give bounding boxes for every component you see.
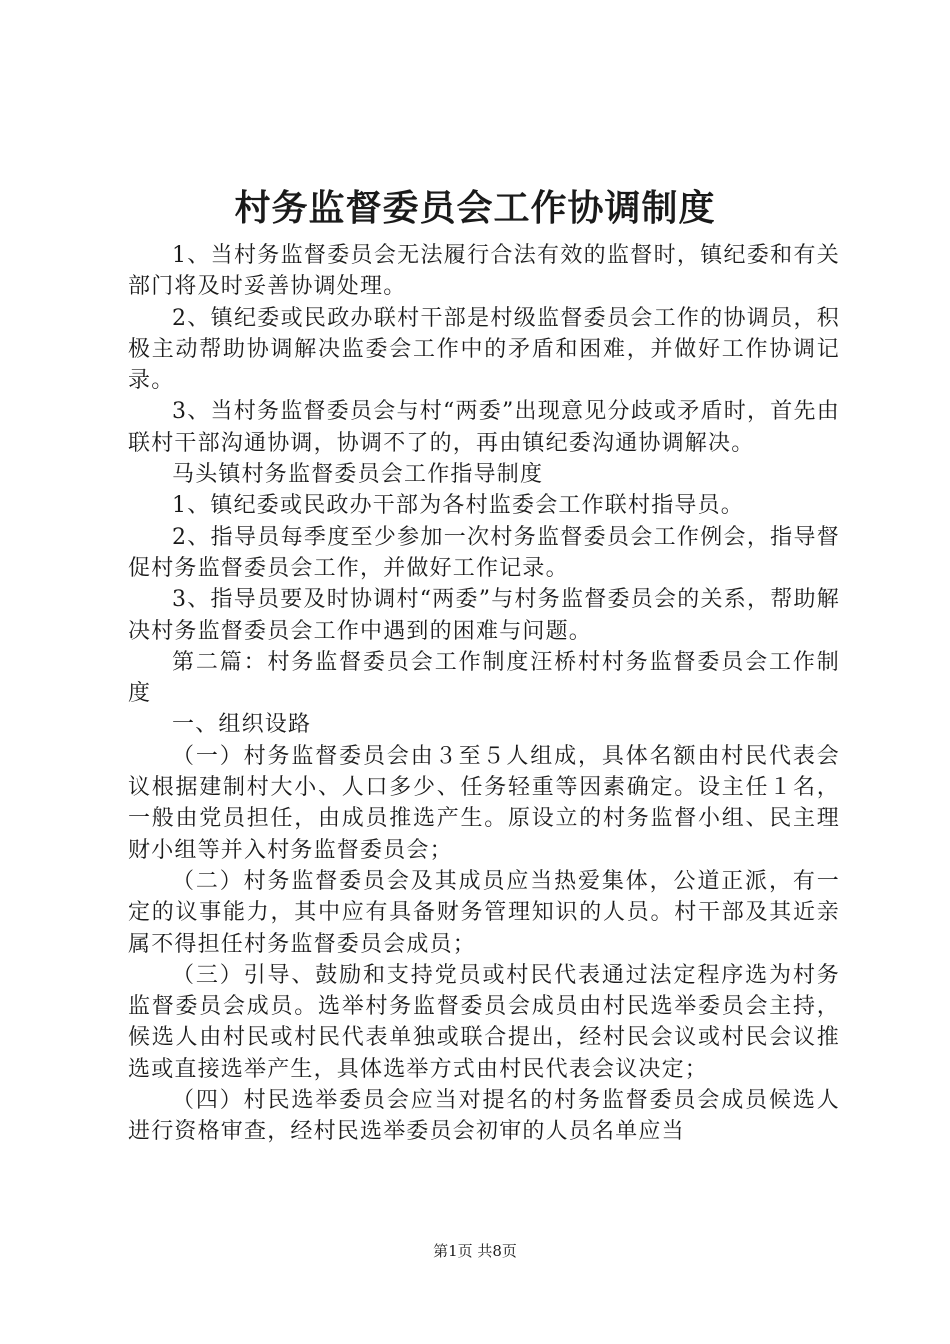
paragraph: 1、当村务监督委员会无法履行合法有效的监督时，镇纪委和有关部门将及时妥善协调处理。: [128, 243, 840, 300]
section-heading: 一、组织设路: [172, 712, 312, 738]
page-number-footer: 第1页 共8页: [433, 1242, 517, 1260]
document-body: [128, 240, 840, 1148]
section-heading: 马头镇村务监督委员会工作指导制度: [172, 462, 544, 488]
paragraph: （二）村务监督委员会及其成员应当热爱集体，公道正派，有一定的议事能力，其中应有具备财务管理知识的人员。村干部及其近亲属不得担任村务监督委员会成员；: [128, 868, 840, 957]
paragraph: （三）引导、鼓励和支持党员或村民代表通过法定程序选为村务监督委员会成员。选举村务监督委员会成员由村民选举委员会主持，候选人由村民或村民代表单独或联合提出，经村民会议或村民会议推选或直接选举产生，具体选举方式由村民代表会议决定；: [128, 962, 840, 1082]
paragraph: （一）村务监督委员会由３至５人组成，具体名额由村民代表会议根据建制村大小、人口多少、任务轻重等因素确定。设主任１名，一般由党员担任，由成员推选产生。原设立的村务监督小组、民主理财小组等并入村务监督委员会；: [128, 743, 840, 863]
paragraph: 2、镇纪委或民政办联村干部是村级监督委员会工作的协调员，积极主动帮助协调解决监委会工作中的矛盾和困难，并做好工作协调记录。: [128, 305, 840, 394]
paragraph: （四）村民选举委员会应当对提名的村务监督委员会成员候选人进行资格审查，经村民选举委员会初审的人员名单应当: [128, 1088, 840, 1145]
section-heading: 第二篇：村务监督委员会工作制度汪桥村村务监督委员会工作制度: [128, 649, 840, 707]
paragraph: 3、当村务监督委员会与村“两委”出现意见分歧或矛盾时，首先由联村干部沟通协调，协调不了的，再由镇纪委沟通协调解决。: [128, 399, 840, 456]
document-title: 村务监督委员会工作协调制度: [234, 187, 716, 229]
paragraph: 1、镇纪委或民政办干部为各村监委会工作联村指导员。: [172, 493, 744, 519]
paragraph: 2、指导员每季度至少参加一次村务监督委员会工作例会，指导督促村务监督委员会工作，并做好工作记录。: [128, 524, 840, 581]
paragraph: 3、指导员要及时协调村“两委”与村务监督委员会的关系，帮助解决村务监督委员会工作中遇到的困难与问题。: [128, 587, 840, 644]
